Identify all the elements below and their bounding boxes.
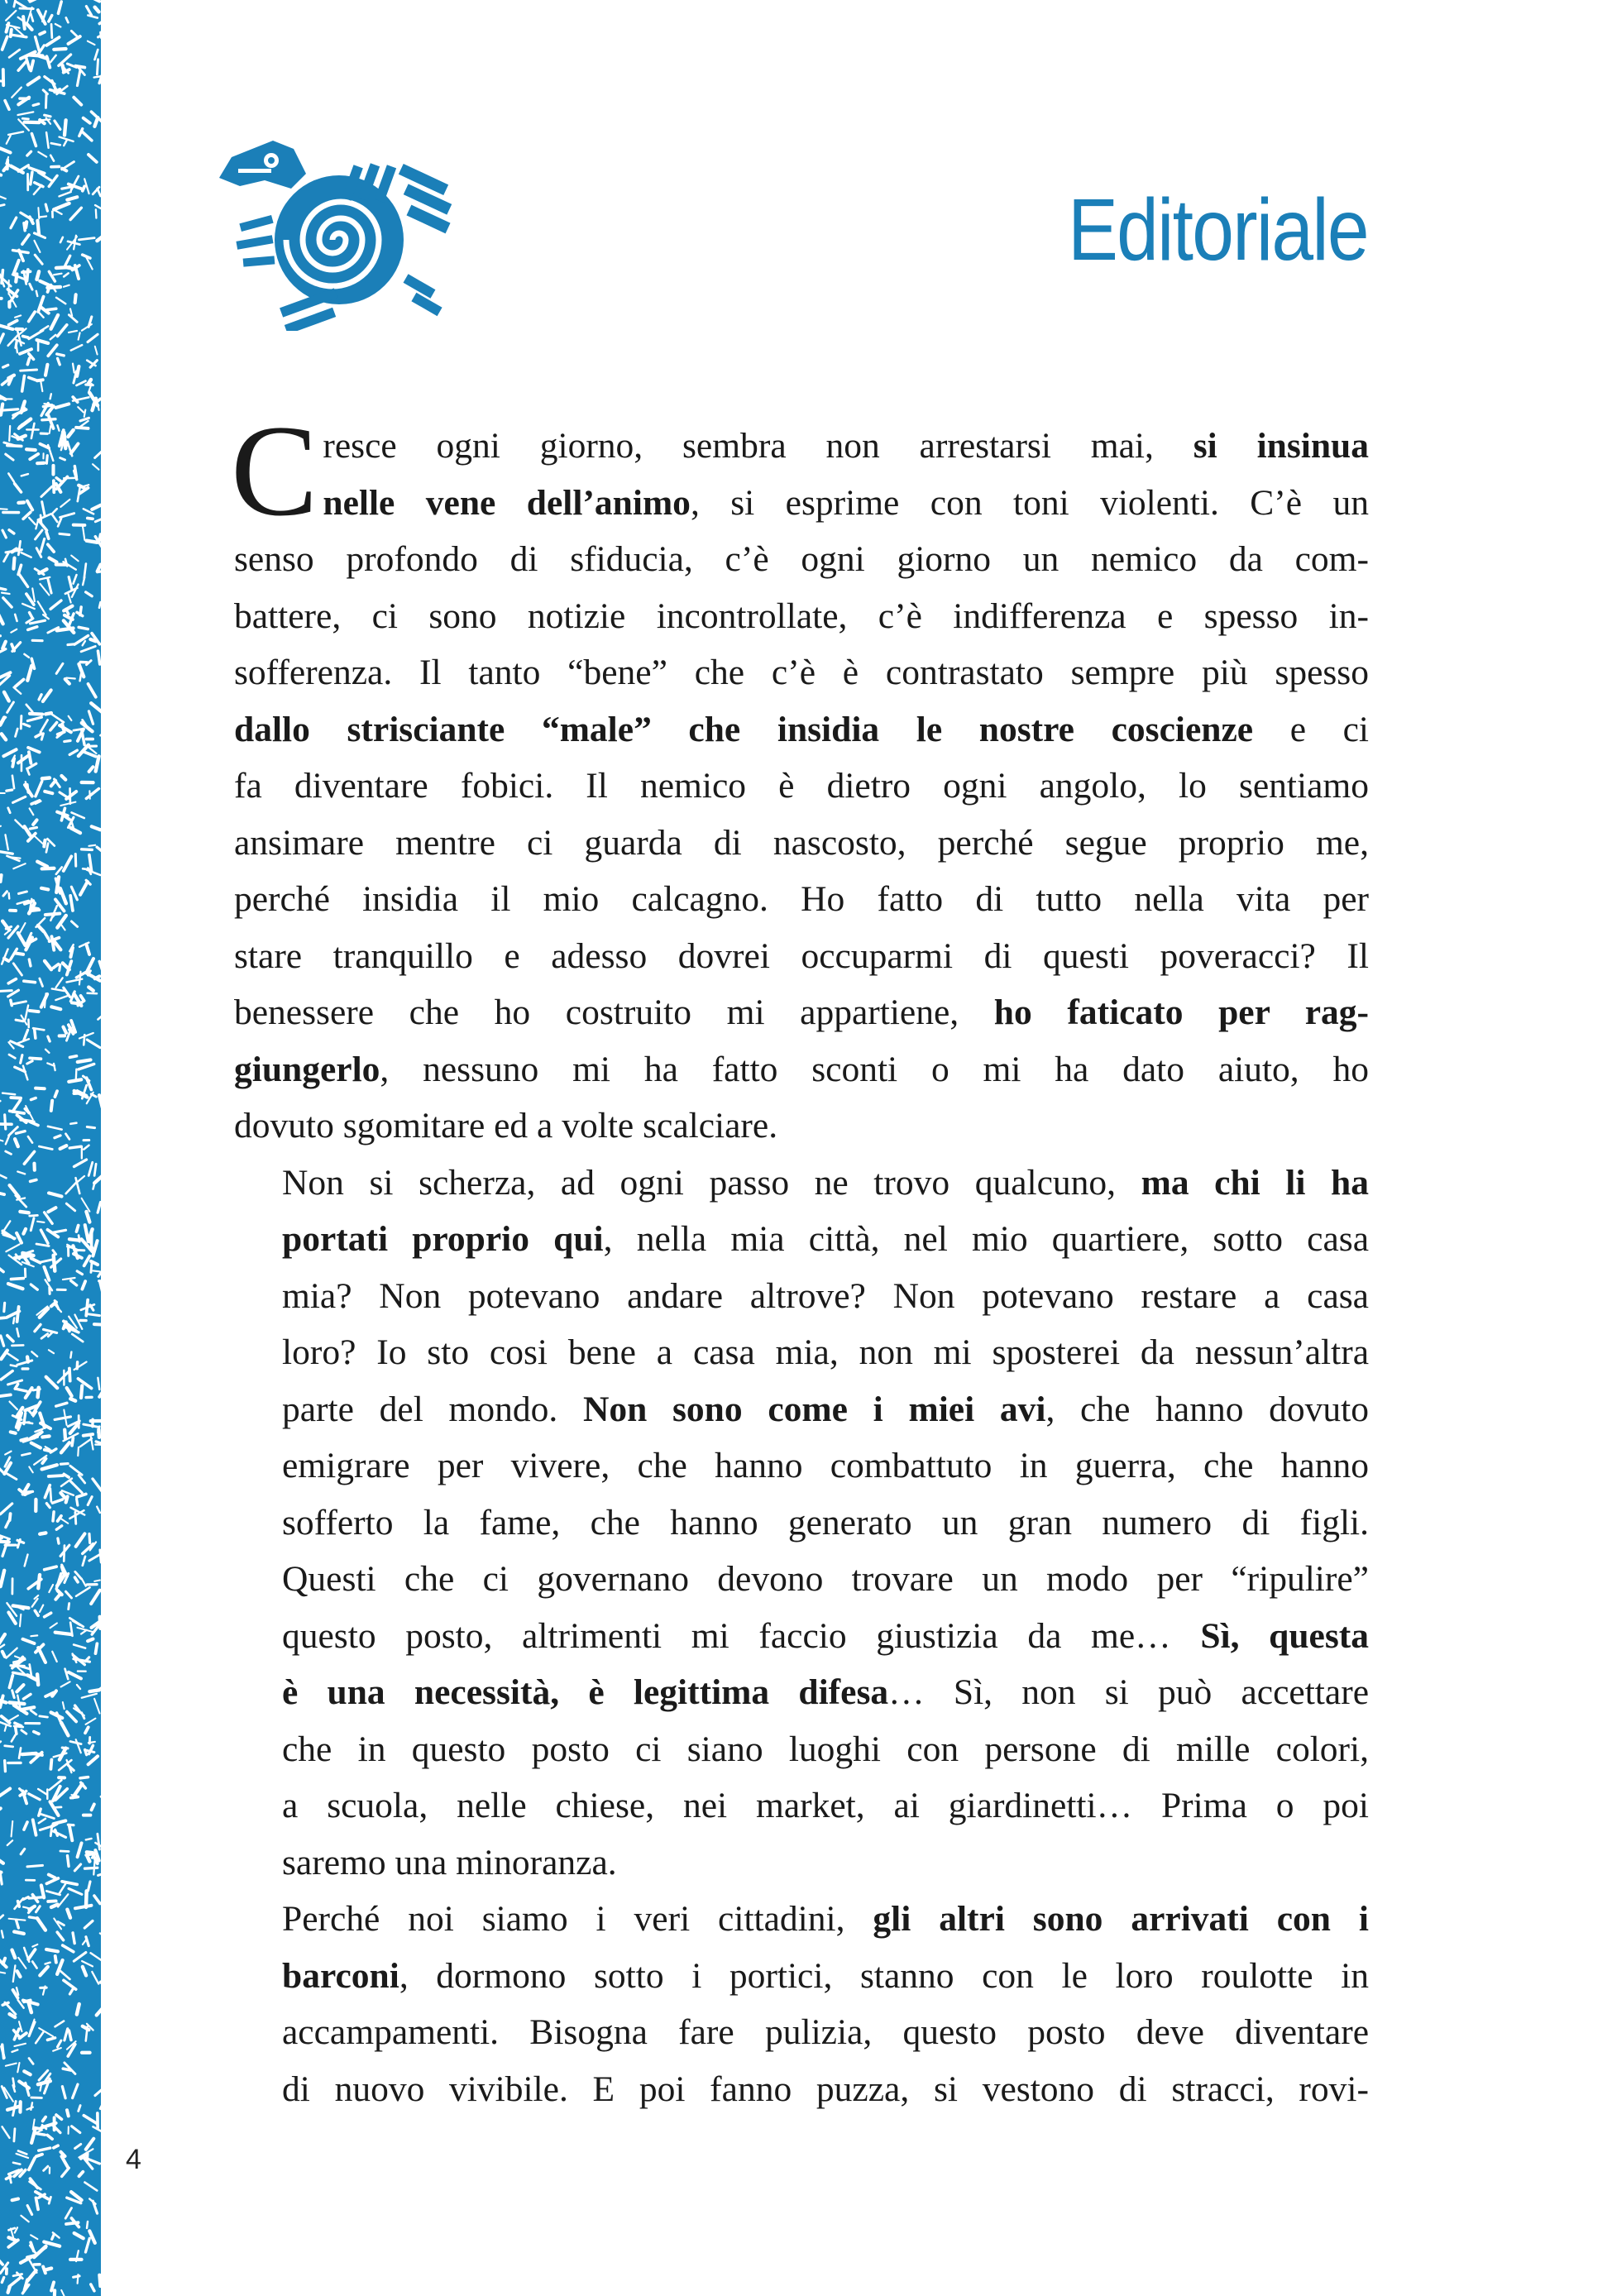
text-run: … Sì, non si può accettare [888, 1672, 1369, 1712]
text-run: stare tranquillo e adesso dovrei occuparmi di questi poveracci? Il [234, 935, 1369, 976]
text-run: che in questo posto ci siano luoghi con persone di mille colori, [282, 1729, 1369, 1769]
text-run: a scuola, nelle chiese, nei market, ai giardinetti… Prima o poi [282, 1786, 1369, 1825]
text-run: e ci [1253, 709, 1369, 749]
bold-phrase: si insinua [1193, 426, 1369, 466]
editorial-body [231, 399, 1370, 2117]
text-run: senso profondo di sfiducia, c’è ogni giorno un nemico da com- [234, 539, 1369, 579]
text-run: di nuovo vivibile. E poi fanno puzza, si vestono di stracci, rovi- [282, 2069, 1369, 2109]
text-line [234, 475, 1369, 532]
decorative-side-border [0, 0, 101, 2296]
text-run: sofferenza. Il tanto “bene” che c’è è contrastato sempre più spesso [234, 653, 1369, 692]
text-line [234, 1495, 1369, 1552]
text-line [234, 2004, 1369, 2061]
bold-phrase: ma chi li ha [1141, 1162, 1369, 1203]
text-run: Perché noi siamo i veri cittadini, [282, 1899, 873, 1939]
text-run: dovuto sgomitare ed a volte scalciare. [234, 1106, 778, 1146]
text-line [234, 1891, 1369, 1948]
bold-phrase: giungerlo [234, 1049, 380, 1089]
text-line [234, 1381, 1369, 1438]
text-line [234, 1608, 1369, 1665]
text-run: loro? Io sto cosi bene a casa mia, non mi sposterei da nessun’altra [282, 1332, 1369, 1372]
bold-phrase: nelle vene dell’animo [323, 482, 691, 523]
text-run: emigrare per vivere, che hanno combattuto in guerra, che hanno [282, 1446, 1369, 1485]
bold-phrase: dallo strisciante “male” che insidia le nostre coscienze [234, 709, 1254, 749]
text-line [234, 588, 1369, 645]
text-line [234, 984, 1369, 1041]
text-line [234, 1948, 1369, 2005]
text-line [234, 1664, 1369, 1721]
text-line [234, 644, 1369, 701]
text-line [234, 1551, 1369, 1608]
text-run: sofferto la fame, che hanno generato un gran numero di figli. [282, 1502, 1369, 1543]
bold-phrase: è una necessità, è legittima difesa [282, 1672, 889, 1712]
text-run: , si esprime con toni violenti. C’è un [690, 482, 1369, 523]
text-line [234, 758, 1369, 815]
text-line [234, 1098, 1369, 1155]
text-run: ansimare mentre ci guarda di nascosto, perché segue proprio me, [234, 822, 1369, 863]
paragraph-2 [234, 1155, 1369, 1892]
text-run: perché insidia il mio calcagno. Ho fatto di tutto nella vita per [234, 879, 1369, 919]
text-line [234, 531, 1369, 588]
bold-phrase: Non sono come i miei avi [582, 1389, 1046, 1429]
text-line [234, 418, 1369, 475]
text-run: , che hanno dovuto [1045, 1389, 1369, 1429]
page-number: 4 [126, 2144, 141, 2175]
text-line [234, 1211, 1369, 1268]
text-line [234, 1268, 1369, 1325]
border-glyph-pattern [0, 0, 101, 2296]
paragraph-3 [234, 1891, 1369, 2117]
bold-phrase: Sì, questa [1200, 1615, 1369, 1656]
text-line [234, 1324, 1369, 1381]
paragraph-1 [231, 399, 1369, 1155]
text-line [234, 1437, 1369, 1495]
text-line [234, 1721, 1369, 1778]
text-run: , nella mia città, nel mio quartiere, sotto casa [603, 1219, 1370, 1259]
bold-phrase: barconi [282, 1955, 399, 1996]
text-run: saremo una minoranza. [282, 1842, 617, 1882]
text-run: accampamenti. Bisogna fare pulizia, questo posto deve diventare [282, 2012, 1369, 2052]
text-run: mia? Non potevano andare altrove? Non potevano restare a casa [282, 1275, 1369, 1316]
text-line [234, 1834, 1369, 1892]
text-run: benessere che ho costruito mi appartiene, [234, 993, 994, 1032]
text-run: battere, ci sono notizie incontrollate, c’è indifferenza e spesso in- [234, 596, 1369, 636]
bold-phrase: ho faticato per rag- [993, 993, 1369, 1032]
text-line [234, 1155, 1369, 1212]
text-run: resce ogni giorno, sembra non arrestarsi mai, [323, 426, 1193, 466]
stylized-bird-spiral-icon [215, 141, 455, 331]
text-line [234, 701, 1369, 758]
text-line [234, 871, 1369, 928]
text-line [234, 928, 1369, 985]
text-run: , dormono sotto i portici, stanno con le loro roulotte in [399, 1955, 1369, 1996]
bold-phrase: portati proprio qui [282, 1219, 604, 1259]
text-run: , nessuno mi ha fatto sconti o mi ha dato aiuto, ho [380, 1049, 1369, 1089]
drop-cap: C [231, 399, 318, 543]
text-run: fa diventare fobici. Il nemico è dietro ogni angolo, lo sentiamo [234, 766, 1369, 806]
bold-phrase: gli altri sono arrivati con i [873, 1899, 1369, 1939]
text-line [234, 1777, 1369, 1834]
text-run: questo posto, altrimenti mi faccio giustizia da me… [282, 1615, 1201, 1656]
page-title: Editoriale [1068, 181, 1368, 279]
text-line [234, 1041, 1369, 1098]
text-line [234, 2061, 1369, 2118]
text-run: parte del mondo. [282, 1389, 583, 1429]
text-run: Non si scherza, ad ogni passo ne trovo qualcuno, [282, 1162, 1141, 1203]
text-line [234, 815, 1369, 872]
text-run: Questi che ci governano devono trovare un modo per “ripulire” [282, 1559, 1369, 1599]
